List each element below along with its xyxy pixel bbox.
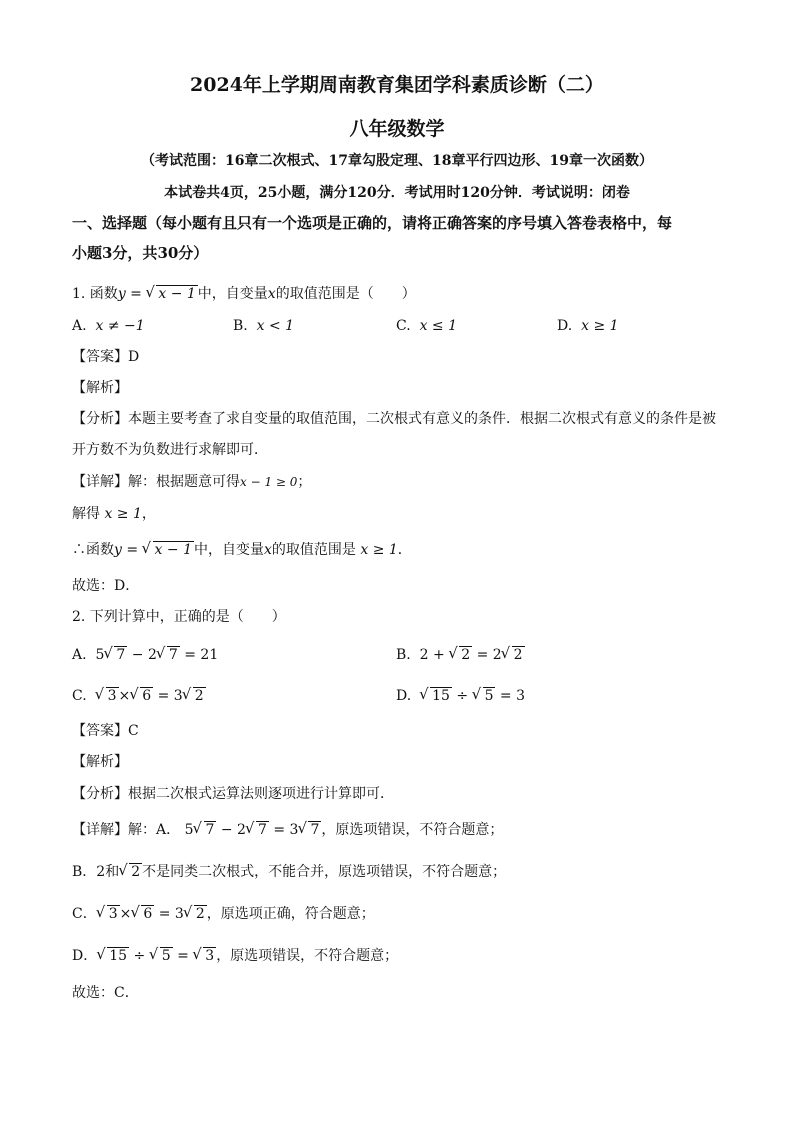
- q1-analysis-tag: 【解析】: [72, 380, 128, 396]
- q1-option-d: D. x ≥ 1: [557, 318, 619, 334]
- q1-solve: 解得 x ≥ 1，: [72, 506, 156, 522]
- q1-stem: 1. 函数y = √ x − 1 中，自变量x的取值范围是（ ）: [72, 284, 416, 304]
- q2-detail-a: 【详解】解：A． 5√ 7 − 2√ 7 = 3√ 7 ，原选项错误，不符合题意；: [72, 820, 503, 840]
- q2-stem: 2. 下列计算中，正确的是（ ）: [72, 609, 286, 625]
- exam-info: 本试卷共4页，25小题，满分120分．考试用时120分钟．考试说明：闭卷: [164, 185, 630, 201]
- q2-detail-d: D．√ 15 ÷ √ 5 = √ 3 ，原选项错误，不符合题意；: [72, 946, 398, 966]
- q2-option-a: A. 5√ 7 − 2√ 7 = 21: [72, 645, 218, 665]
- q1-radical: √ x − 1: [147, 284, 197, 304]
- q1-analysis-line2: 开方数不为负数进行求解即可．: [72, 442, 268, 458]
- q2-option-c: C. √ 3 ×√ 6 = 3√ 2: [72, 686, 206, 706]
- q2-analysis: 【分析】根据二次根式运算法则逐项进行计算即可．: [72, 786, 394, 802]
- q1-answer: 【答案】D: [72, 349, 140, 365]
- section-heading-line2: 小题3分，共30分）: [72, 244, 209, 262]
- exam-scope: （考试范围：16章二次根式、17章勾股定理、18章平行四边形、19章一次函数）: [141, 153, 653, 169]
- exam-title: 2024年上学期周南教育集团学科素质诊断（二）: [190, 74, 604, 96]
- exam-subject: 八年级数学: [349, 118, 445, 140]
- section-heading-line1: 一、选择题（每小题有且只有一个选项是正确的，请将正确答案的序号填入答卷表格中，每: [72, 214, 673, 232]
- q1-conclusion: ∴函数y = √ x − 1 中，自变量x的取值范围是 x ≥ 1．: [72, 540, 412, 560]
- q1-option-c: C. x ≤ 1: [396, 318, 458, 334]
- q2-detail-c: C．√ 3 ×√ 6 = 3√ 2 ，原选项正确，符合题意；: [72, 904, 375, 924]
- q1-detail: 【详解】解：根据题意可得x − 1 ≥ 0；: [72, 474, 312, 490]
- q1-choice: 故选：D．: [72, 578, 140, 594]
- q1-option-b: B. x < 1: [233, 318, 295, 334]
- q2-analysis-tag: 【解析】: [72, 754, 128, 770]
- q2-option-d: D. √ 15 ÷ √ 5 = 3: [396, 686, 525, 706]
- q2-option-b: B. 2 + √ 2 = 2√ 2: [396, 645, 525, 665]
- q1-analysis-line1: 【分析】本题主要考查了求自变量的取值范围，二次根式有意义的条件．根据二次根式有意义的条件是被: [72, 411, 716, 427]
- q2-choice: 故选：C．: [72, 985, 139, 1001]
- q2-detail-b: B．2和√ 2 不是同类二次根式，不能合并，原选项错误，不符合题意；: [72, 862, 506, 882]
- q2-answer: 【答案】C: [72, 723, 139, 739]
- q1-option-a: A. x ≠ −1: [72, 318, 145, 334]
